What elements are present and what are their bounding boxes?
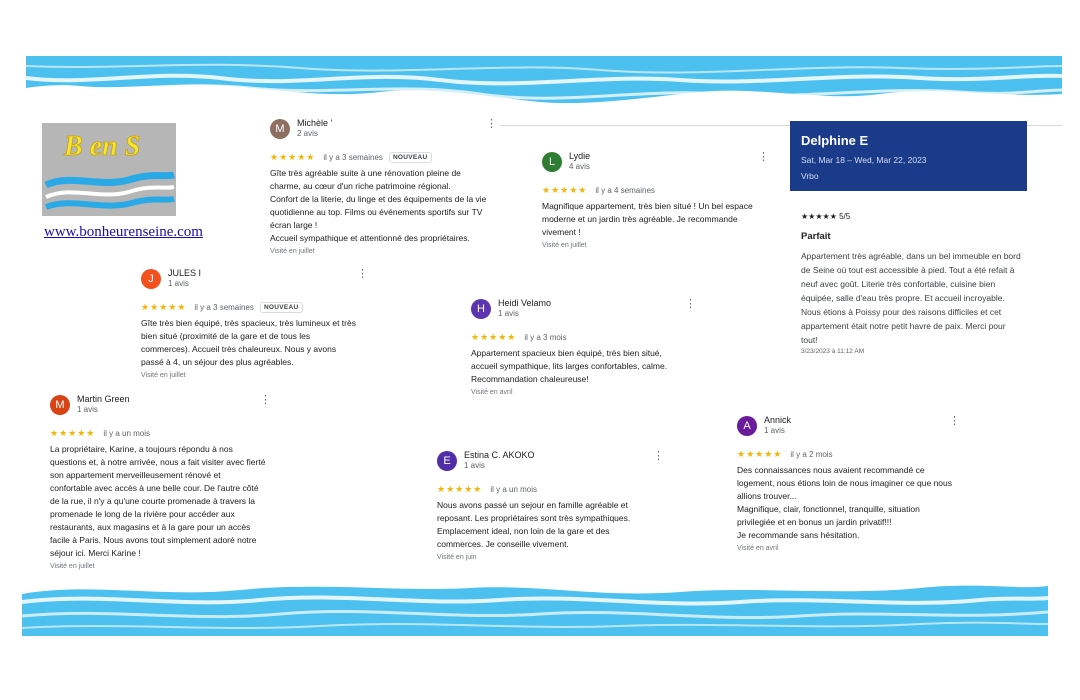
avatar[interactable]: E (437, 451, 457, 471)
review-text: Des connaissances nous avaient recommandé ce logement, nous étions loin de nous imaginer ce que nous allions trouver... Magnifique, clair, fonctionnel, tranquille, situation privilegiée et en bonus un jardin privatif!!! Je recommande sans hésitation. (737, 465, 953, 540)
review-card-heidi (471, 298, 701, 396)
visited-date: Visité en juillet (542, 242, 587, 249)
more-options-icon[interactable]: ⋮ (685, 298, 696, 310)
bottom-wave-decoration (0, 572, 1080, 638)
star-rating: ★★★★★ (542, 184, 588, 195)
review-count: 1 avis (498, 309, 519, 318)
review-count: 4 avis (569, 162, 590, 171)
rating-value: 5/5 (839, 212, 851, 221)
new-badge: NOUVEAU (389, 152, 432, 163)
review-date: il y a un mois (490, 484, 538, 494)
review-date: il y a 3 semaines (323, 152, 383, 162)
review-text: Gîte très bien équipé, très spacieux, très lumineux et très bien situé (proximité de la gare et de tous les commerces). Accueil très chaleureux. Nous y avons passé à 4, un séjour des plus agréables. (141, 318, 356, 367)
visited-date: Visité en juillet (270, 248, 315, 255)
more-options-icon[interactable]: ⋮ (260, 394, 271, 406)
review-date: il y a 3 semaines (194, 302, 254, 312)
star-icons: ★★★★★ (801, 212, 837, 221)
reviewer-name: Delphine E (801, 133, 869, 148)
vrbo-star-rating (801, 212, 850, 221)
reviewer-name[interactable]: JULES I (168, 268, 202, 278)
review-text: Appartement très agréable, dans un bel immeuble en bord de Seine où tout est accessible à pied. Tout a été refait à neuf avec goût. Literie très confortable, cuisine bien équipée, salle d'eau très propre. Et accueil incroyable. Nous étions à Poissy pour des raisons difficiles et cet appartement était notre petit havre de paix. Merci pour tout! (801, 251, 1021, 345)
review-text: Nous avons passé un sejour en famille agréable et reposant. Les propriétaires sont très sympathiques. Emplacement ideal, non loin de la gare et des commerces. Je conseille vivement. (437, 500, 631, 549)
reviewer-name[interactable]: Martin Green (77, 394, 130, 404)
review-count: 2 avis (297, 129, 318, 138)
reviewer-name[interactable]: Michèle ' (297, 118, 333, 128)
review-count: 1 avis (464, 461, 485, 470)
review-title: Parfait (801, 231, 831, 242)
review-count: 1 avis (168, 279, 189, 288)
reviewer-name[interactable]: Estina C. AKOKO (464, 450, 535, 460)
avatar[interactable]: A (737, 416, 757, 436)
more-options-icon[interactable]: ⋮ (486, 118, 497, 130)
avatar[interactable]: J (141, 269, 161, 289)
more-options-icon[interactable]: ⋮ (758, 151, 769, 163)
logo-image (42, 123, 176, 216)
visited-date: Visité en avril (471, 389, 513, 396)
reviewer-name[interactable]: Heidi Velamo (498, 298, 552, 308)
more-options-icon[interactable]: ⋮ (653, 450, 664, 462)
star-rating: ★★★★★ (437, 483, 483, 494)
review-text: Gîte très agréable suite à une rénovation pleine de charme, au cœur d'un riche patrimoine régional. Confort de la literie, du linge et des équipements de la vie quotidienne au top. Films ou événements sportifs sur TV écran large ! Accueil sympathique et attentionné des propriétaires. (270, 168, 487, 243)
review-date: il y a un mois (103, 428, 151, 438)
review-card-annick (737, 415, 967, 552)
star-rating: ★★★★★ (471, 331, 517, 342)
review-card-michele (270, 118, 500, 255)
review-text: Appartement spacieux bien équipé, très bien situé, accueil sympathique, lits larges confortables, calme. Recommandation chaleureuse! (471, 348, 668, 384)
vrbo-review-header (790, 121, 1027, 191)
star-rating: ★★★★★ (141, 301, 187, 312)
review-text: Magnifique appartement, très bien situé ! Un bel espace moderne et un jardin très agréable. Je recommande vivement ! (542, 201, 753, 237)
star-rating: ★★★★★ (50, 427, 96, 438)
review-text: La propriétaire, Karine, a toujours répondu à nos questions et, à notre arrivée, nous a fait visiter avec fierté son appartement merveilleusement rénové et confortable avec accès à une belle cour. De l'autre côté de la rue, il n'y a qu'une courte promenade à travers la promenade le long de la rivière pour accéder aux restaurants, aux magasins et à la gare pour un accès facile à Paris. Nous avons tout simplement adoré notre séjour ici. Merci Karine ! (50, 444, 266, 558)
avatar[interactable]: L (542, 152, 562, 172)
top-wave-decoration (0, 56, 1080, 130)
more-options-icon[interactable]: ⋮ (357, 268, 368, 280)
new-badge: NOUVEAU (260, 302, 303, 313)
review-card-jules (141, 268, 371, 379)
visited-date: Visité en avril (737, 545, 779, 552)
review-timestamp: 3/23/2023 à 11:12 AM (801, 348, 865, 355)
star-rating: ★★★★★ (737, 448, 783, 459)
avatar[interactable]: M (270, 119, 290, 139)
review-date: il y a 2 mois (790, 449, 833, 459)
review-card-lydie (542, 151, 772, 249)
more-options-icon[interactable]: ⋮ (949, 415, 960, 427)
svg-text:B en S: B en S (64, 131, 141, 162)
website-link[interactable]: www.bonheurenseine.com (44, 224, 203, 240)
reviewer-name[interactable]: Lydie (569, 151, 591, 161)
review-card-martin (50, 394, 280, 570)
review-count: 1 avis (77, 405, 98, 414)
reviewer-name[interactable]: Annick (764, 415, 792, 425)
review-date: il y a 4 semaines (595, 185, 655, 195)
platform-name: Vrbo (801, 171, 819, 181)
review-count: 1 avis (764, 426, 785, 435)
star-rating: ★★★★★ (270, 151, 316, 162)
review-date: il y a 3 mois (524, 332, 567, 342)
visited-date: Visité en juin (437, 554, 477, 561)
avatar[interactable]: M (50, 395, 70, 415)
avatar[interactable]: H (471, 299, 491, 319)
visited-date: Visité en juillet (50, 563, 95, 570)
logo (42, 123, 176, 216)
review-card-estina (437, 450, 667, 561)
stay-dates: Sat, Mar 18 – Wed, Mar 22, 2023 (801, 155, 927, 165)
visited-date: Visité en juillet (141, 372, 186, 379)
